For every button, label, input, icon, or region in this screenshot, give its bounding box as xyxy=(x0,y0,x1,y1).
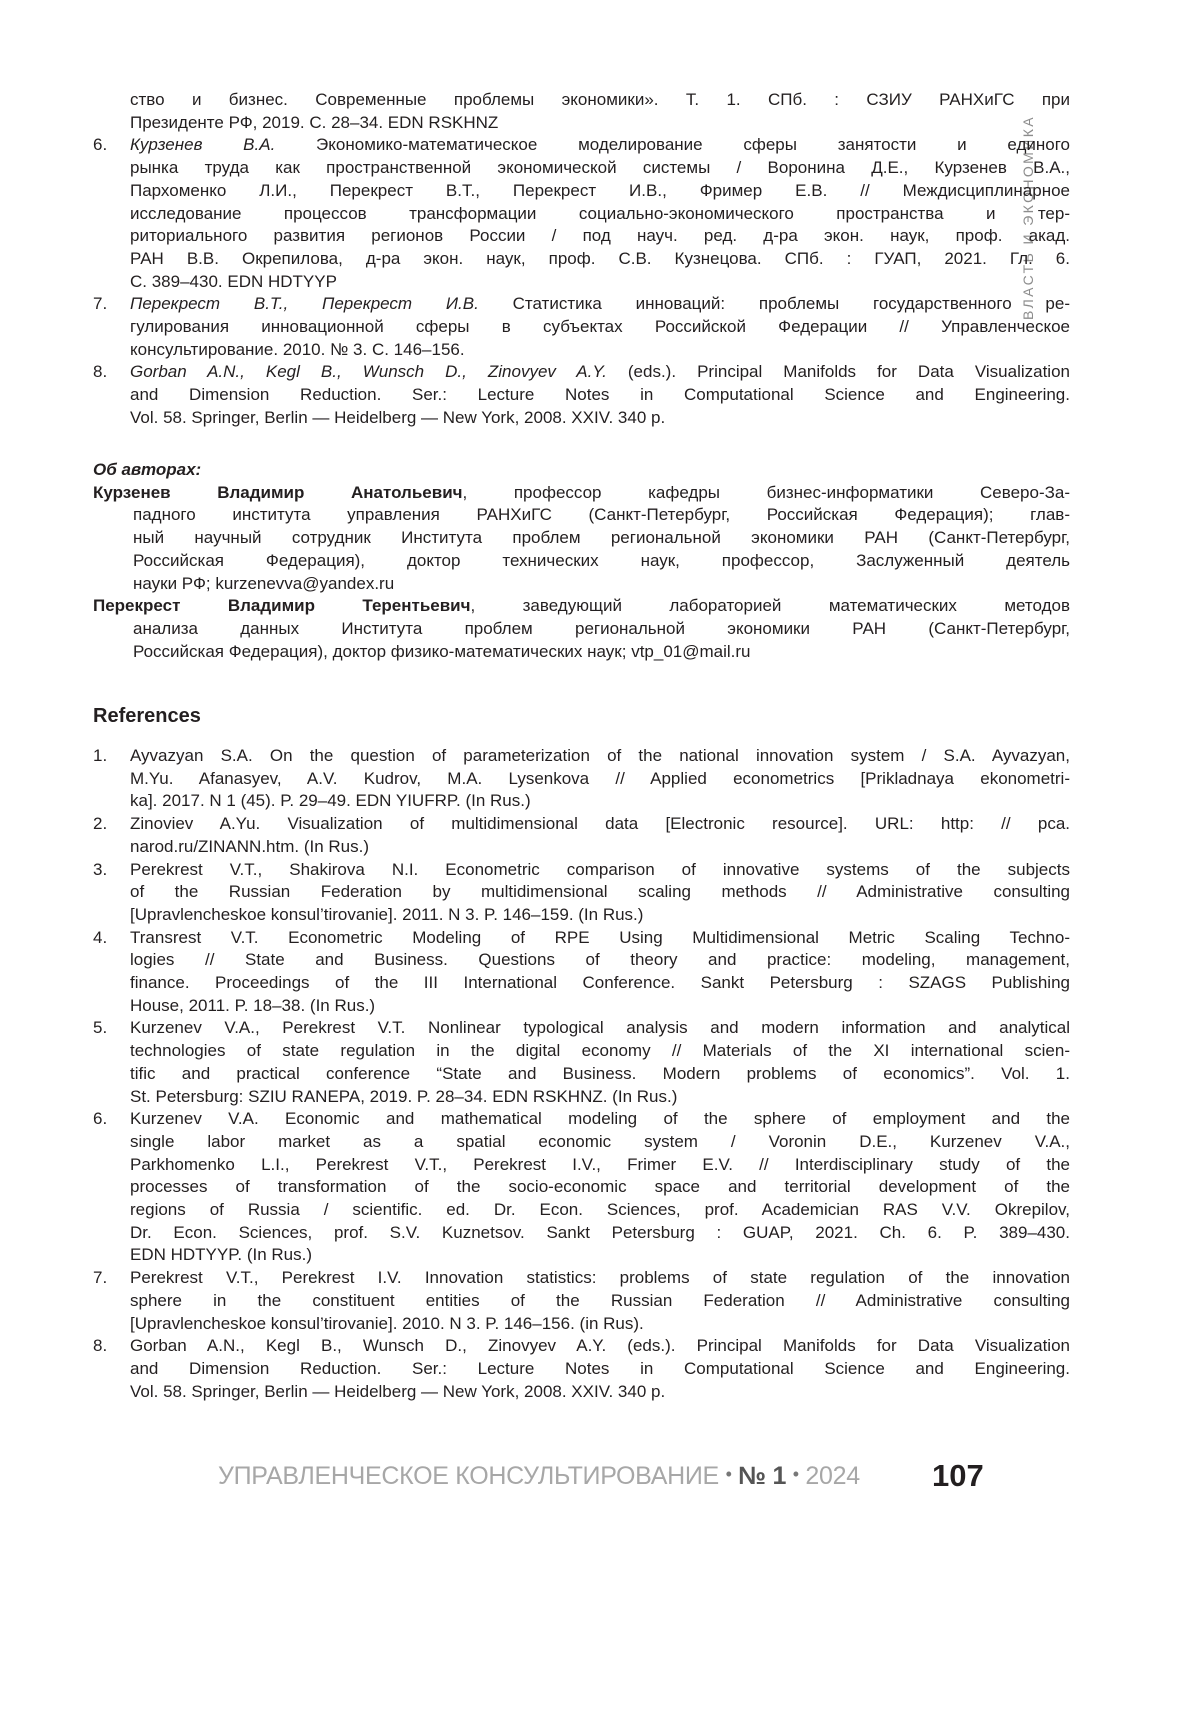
line-text: regions of Russia / scientific. ed. Dr. Econ. Sciences, prof. Academician RAS V.V. Okrepilov, xyxy=(130,1200,1070,1219)
line-text: Российская Федерация), доктор физико-математических наук; vtp_01@mail.ru xyxy=(133,642,751,661)
list-item xyxy=(93,1335,1070,1403)
line-text: M.Yu. Afanasyev, A.V. Kudrov, M.A. Lysenkova // Applied econometrics [Prikladnaya ekonometri- xyxy=(130,769,1070,788)
text-line xyxy=(130,1335,1070,1358)
text-line xyxy=(130,972,1070,995)
text-line xyxy=(133,573,1070,596)
text-line xyxy=(130,271,1070,294)
text-line xyxy=(130,316,1070,339)
text-line xyxy=(133,504,1070,527)
text-line xyxy=(130,836,1070,859)
references-heading: References xyxy=(93,705,201,728)
line-text: of the Russian Federation by multidimensional scaling methods // Administrative consulting xyxy=(130,882,1070,901)
line-text: sphere in the constituent entities of the Russian Federation // Administrative consulting xyxy=(130,1291,1070,1310)
text-line xyxy=(130,112,1070,135)
list-item xyxy=(93,89,1070,134)
list-item xyxy=(93,361,1070,429)
list-item xyxy=(93,927,1070,1018)
list-item xyxy=(93,1267,1070,1335)
text-line xyxy=(130,180,1070,203)
line-text: single labor market as a spatial economic system / Voronin D.E., Kurzenev V.A., xyxy=(130,1132,1070,1151)
text-line xyxy=(130,1290,1070,1313)
text-line xyxy=(130,1313,1070,1336)
line-text: and Dimension Reduction. Ser.: Lecture Notes in Computational Science and Engineering. xyxy=(130,1359,1070,1378)
text-line xyxy=(130,745,1070,768)
text-line xyxy=(130,949,1070,972)
author-name: Перекрест Владимир Терентьевич xyxy=(93,596,471,615)
author-names: Перекрест В.Т., Перекрест И.В. xyxy=(130,294,479,313)
line-text: Dr. Econ. Sciences, prof. S.V. Kuznetsov. Sankt Petersburg : GUAP, 2021. Ch. 6. P. 389–430. xyxy=(130,1223,1070,1242)
text-line xyxy=(130,1040,1070,1063)
text-line xyxy=(130,203,1070,226)
text-line xyxy=(130,225,1070,248)
line-text: ный научный сотрудник Института проблем региональной экономики РАН (Санкт-Петербург, xyxy=(133,528,1070,547)
reference-list-russian-continued xyxy=(93,89,1070,430)
line-text: [Upravlencheskoe konsul’tirovanie]. 2011. N 3. P. 146–159. (In Rus.) xyxy=(130,905,643,924)
line-text: Vol. 58. Springer, Berlin — Heidelberg — New York, 2008. XXIV. 340 p. xyxy=(130,408,665,427)
page-number: 107 xyxy=(932,1458,984,1494)
line-text: падного института управления РАНХиГС (Санкт-Петербург, Российская Федерация); глав- xyxy=(133,505,1070,524)
line-text: House, 2011. P. 18–38. (In Rus.) xyxy=(130,996,375,1015)
item-number: 8. xyxy=(93,1335,107,1358)
line-text: Kurzenev V.A., Perekrest V.T. Nonlinear typological analysis and modern information and analytical xyxy=(130,1018,1070,1037)
text-line xyxy=(130,859,1070,882)
line-text: риториального развития регионов России / под науч. ред. д-ра экон. наук, проф. акад. xyxy=(130,226,1070,245)
text-line xyxy=(130,293,1070,316)
item-number: 3. xyxy=(93,859,107,882)
line-text: narod.ru/ZINANN.htm. (In Rus.) xyxy=(130,837,369,856)
journal-footer xyxy=(218,1462,860,1491)
text-line xyxy=(130,157,1070,180)
line-text: Transrest V.T. Econometric Modeling of RPE Using Multidimensional Metric Scaling Techno- xyxy=(130,928,1070,947)
line-text: Vol. 58. Springer, Berlin — Heidelberg — New York, 2008. XXIV. 340 p. xyxy=(130,1382,665,1401)
line-text: гулирования инновационной сферы в субъектах Российской Федерации // Управленческое xyxy=(130,317,1070,336)
text-line xyxy=(130,361,1070,384)
text-line xyxy=(130,1108,1070,1131)
line-text: Пархоменко Л.И., Перекрест В.Т., Перекрест И.В., Фример Е.В. // Междисциплинарное xyxy=(130,181,1070,200)
text-line xyxy=(130,1381,1070,1404)
line-text: анализа данных Института проблем региональной экономики РАН (Санкт-Петербург, xyxy=(133,619,1070,638)
about-authors-heading: Об авторах: xyxy=(93,459,1070,482)
author-name: Курзенев Владимир Анатольевич xyxy=(93,483,463,502)
line-text: Perekrest V.T., Shakirova N.I. Econometric comparison of innovative systems of the subjects xyxy=(130,860,1070,879)
item-number: 7. xyxy=(93,293,107,316)
item-number: 5. xyxy=(93,1017,107,1040)
text-line xyxy=(130,248,1070,271)
line-text: , профессор кафедры бизнес-информатики Северо-За- xyxy=(463,483,1070,502)
text-line xyxy=(130,1086,1070,1109)
author-names: Курзенев В.А. xyxy=(130,135,275,154)
text-line xyxy=(130,1358,1070,1381)
line-text: Статистика инноваций: проблемы государственного ре- xyxy=(479,294,1070,313)
text-line xyxy=(130,1131,1070,1154)
list-item xyxy=(93,859,1070,927)
text-line xyxy=(130,768,1070,791)
item-number: 4. xyxy=(93,927,107,950)
text-line xyxy=(130,407,1070,430)
line-text: processes of transformation of the socio-economic space and territorial development of the xyxy=(130,1177,1070,1196)
list-item xyxy=(93,134,1070,293)
line-text: науки РФ; kurzenevva@yandex.ru xyxy=(133,574,394,593)
line-text: , заведующий лабораторией математических методов xyxy=(471,596,1070,615)
journal-name: УПРАВЛЕНЧЕСКОЕ КОНСУЛЬТИРОВАНИЕ xyxy=(218,1462,719,1490)
text-line xyxy=(130,813,1070,836)
list-item xyxy=(93,1108,1070,1267)
text-line xyxy=(133,550,1070,573)
line-text: консультирование. 2010. № 3. С. 146–156. xyxy=(130,340,465,359)
line-text: [Upravlencheskoe konsul’tirovanie]. 2010. N 3. P. 146–156. (in Rus). xyxy=(130,1314,644,1333)
separator: • xyxy=(793,1464,799,1484)
line-text: (eds.). Principal Manifolds for Data Visualization xyxy=(607,362,1070,381)
line-text: Perekrest V.T., Perekrest I.V. Innovation statistics: problems of state regulation of the innovation xyxy=(130,1268,1070,1287)
item-number: 6. xyxy=(93,1108,107,1131)
list-item xyxy=(93,813,1070,858)
item-number: 1. xyxy=(93,745,107,768)
line-text: Kurzenev V.A. Economic and mathematical modeling of the sphere of employment and the xyxy=(130,1109,1070,1128)
line-text: Российская Федерация), доктор технических наук, профессор, Заслуженный деятель xyxy=(133,551,1070,570)
item-number: 8. xyxy=(93,361,107,384)
year: 2024 xyxy=(805,1462,859,1490)
line-text: Президенте РФ, 2019. С. 28–34. EDN RSKHNZ xyxy=(130,113,498,132)
text-line xyxy=(130,339,1070,362)
text-line xyxy=(130,904,1070,927)
text-line xyxy=(130,1267,1070,1290)
text-line xyxy=(130,881,1070,904)
text-line xyxy=(133,641,1070,664)
list-item xyxy=(93,1017,1070,1108)
list-item xyxy=(93,745,1070,813)
line-text: исследование процессов трансформации социально-экономического пространства и тер- xyxy=(130,204,1070,223)
item-number: 2. xyxy=(93,813,107,836)
section-title-vertical: ВЛАСТЬ И ЭКОНОМИКА xyxy=(1020,115,1036,320)
item-number: 7. xyxy=(93,1267,107,1290)
line-text: finance. Proceedings of the III International Conference. Sankt Petersburg : SZAGS Publishing xyxy=(130,973,1070,992)
text-line xyxy=(130,1199,1070,1222)
text-line xyxy=(130,1154,1070,1177)
text-line xyxy=(133,618,1070,641)
item-number: 6. xyxy=(93,134,107,157)
line-text: Parkhomenko L.I., Perekrest V.T., Perekrest I.V., Frimer E.V. // Interdisciplinary study of the xyxy=(130,1155,1070,1174)
text-line xyxy=(130,995,1070,1018)
author-entry xyxy=(93,482,1070,596)
text-line xyxy=(130,1244,1070,1267)
separator: • xyxy=(726,1464,732,1484)
line-text: Ayvazyan S.A. On the question of parameterization of the national innovation system / S.A. Ayvazyan, xyxy=(130,746,1070,765)
text-line xyxy=(130,89,1070,112)
text-line xyxy=(130,1017,1070,1040)
text-line xyxy=(130,790,1070,813)
line-text: Экономико-математическое моделирование сферы занятости и единого xyxy=(275,135,1070,154)
line-text: Zinoviev A.Yu. Visualization of multidimensional data [Electronic resource]. URL: http: // pca. xyxy=(130,814,1070,833)
author-entry xyxy=(93,595,1070,663)
line-text: ство и бизнес. Современные проблемы экономики». Т. 1. СПб. : СЗИУ РАНХиГС при xyxy=(130,90,1070,109)
text-line xyxy=(133,527,1070,550)
line-text: ka]. 2017. N 1 (45). P. 29–49. EDN YIUFRP. (In Rus.) xyxy=(130,791,531,810)
text-line xyxy=(130,1176,1070,1199)
text-line xyxy=(130,927,1070,950)
list-item xyxy=(93,293,1070,361)
text-line xyxy=(93,482,1070,505)
line-text: EDN HDTYYP. (In Rus.) xyxy=(130,1245,312,1264)
text-line xyxy=(130,134,1070,157)
issue-number: № 1 xyxy=(738,1462,786,1490)
about-authors xyxy=(93,459,1070,663)
line-text: and Dimension Reduction. Ser.: Lecture Notes in Computational Science and Engineering. xyxy=(130,385,1070,404)
line-text: РАН В.В. Окрепилова, д-ра экон. наук, проф. С.В. Кузнецова. СПб. : ГУАП, 2021. Гл. 6. xyxy=(130,249,1070,268)
line-text: рынка труда как пространственной экономической системы / Воронина Д.Е., Курзенев В.А., xyxy=(130,158,1070,177)
line-text: Gorban A.N., Kegl B., Wunsch D., Zinovyev A.Y. (eds.). Principal Manifolds for Data Visualization xyxy=(130,1336,1070,1355)
text-line xyxy=(93,595,1070,618)
line-text: technologies of state regulation in the digital economy // Materials of the XI international scien- xyxy=(130,1041,1070,1060)
line-text: С. 389–430. EDN HDTYYP xyxy=(130,272,337,291)
line-text: tific and practical conference “State and Business. Modern problems of economics”. Vol. 1. xyxy=(130,1064,1070,1083)
reference-list-english xyxy=(93,745,1070,1403)
text-line xyxy=(130,1222,1070,1245)
author-names: Gorban A.N., Kegl B., Wunsch D., Zinovyev A.Y. xyxy=(130,362,607,381)
text-line xyxy=(130,1063,1070,1086)
line-text: St. Petersburg: SZIU RANEPA, 2019. P. 28–34. EDN RSKHNZ. (In Rus.) xyxy=(130,1087,677,1106)
text-line xyxy=(130,384,1070,407)
line-text: logies // State and Business. Questions of theory and practice: modeling, management, xyxy=(130,950,1070,969)
